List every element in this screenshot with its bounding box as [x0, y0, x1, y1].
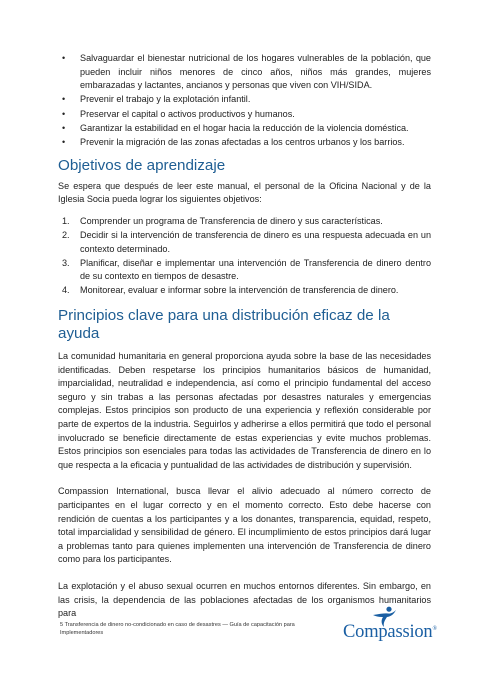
bullet-icon: • [62, 108, 66, 119]
list-number: 1. [62, 215, 70, 226]
list-item: 4. Monitorear, evaluar e informar sobre la intervención de transferencia de dinero. [58, 284, 431, 298]
principles-paragraph: La comunidad humanitaria en general proporciona ayuda sobre la base de las necesidades identificadas. Deben respetarse los principios humanitarios básicos de humanidad, imparcialidad, neutralidad e independencia, así como el principio fundamental del acceso seguro y sin trabas a las personas afectadas por desastres naturales y emergencias complejas. Estos principios son producto de una experiencia y reflexión considerable por parte de expertos de la industria. Seguirlos y adherirse a ellos permitirá que todo el personal involucrado se beneficie directamente de estas experiencias y evite muchos problemas. Estos principios son esenciales para todas las actividades de Transferencia de dinero en lo que respecta a la eficacia y puntualidad de las actividades de distribución y supervisión. [58, 351, 431, 470]
bullet-icon: • [62, 94, 66, 105]
list-number: 4. [62, 285, 70, 296]
compassion-logo [343, 606, 443, 646]
bullet-icon: • [62, 122, 66, 133]
objectives-list [58, 215, 431, 298]
list-number: 2. [62, 229, 70, 240]
principles-paragraph: La explotación y el abuso sexual ocurren en muchos entornos diferentes. Sin embargo, en las crisis, la dependencia de las poblaciones afectadas de los organismos humanitarios para [58, 580, 431, 619]
list-item: • Salvaguardar el bienestar nutricional de los hogares vulnerables de la población, que pueden incluir niños menores de cinco años, niños más grandes, mujeres embarazadas y lactantes, ancianos y personas que viven con VIH/SIDA. [62, 53, 431, 91]
principles-paragraph: Compassion International, busca llevar el alivio adecuado al número correcto de participantes en el lugar correcto y en el momento correcto. Esto debe hacerse con rendición de cuentas a los participantes y a los donantes, transparencia, equidad, respeto, total imparcialidad y sensibilidad de género. El incumplimiento de estos principios dará lugar a problemas tanto para quienes implementen una intervención de Transferencia de dinero como para los participantes. [58, 486, 431, 565]
list-item: • Preservar el capital o activos productivos y humanos. [58, 108, 431, 122]
page-footer [60, 621, 330, 637]
list-item: • Garantizar la estabilidad en el hogar hacia la reducción de la violencia doméstica. [58, 122, 431, 136]
list-item: 1. Comprender un programa de Transferencia de dinero y sus características. [58, 215, 431, 229]
principles-heading: Principios clave para una distribución eficaz de la ayuda [58, 307, 390, 343]
list-item: 3. Planificar, diseñar e implementar una intervención de Transferencia de dinero dentro de su contexto en tiempos de desastre. [62, 257, 431, 282]
goals-bullet-list [58, 52, 431, 150]
objectives-heading: Objetivos de aprendizaje [58, 156, 226, 174]
bullet-icon: • [62, 53, 66, 63]
list-item: • Prevenir la migración de las zonas afectadas a los centros urbanos y los barrios. [58, 136, 431, 150]
list-number: 3. [62, 257, 70, 268]
bullet-icon: • [62, 136, 66, 147]
list-item: 2. Decidir si la intervención de transferencia de dinero es una respuesta adecuada en un contexto determinado. [62, 229, 431, 254]
objectives-intro: Se espera que después de leer este manual, el personal de la Oficina Nacional y de la Iglesia Socia pueda lograr los siguientes objetivos: [58, 180, 431, 205]
page-number: 5 [60, 622, 64, 628]
footer-text: Transferencia de dinero no-condicionado en caso de desastres — Guía de capacitación para Implementadores [60, 622, 295, 636]
list-item: • Prevenir el trabajo y la explotación infantil. [58, 93, 431, 107]
logo-wordmark: Compassion® [343, 622, 437, 642]
page-content [58, 52, 431, 621]
